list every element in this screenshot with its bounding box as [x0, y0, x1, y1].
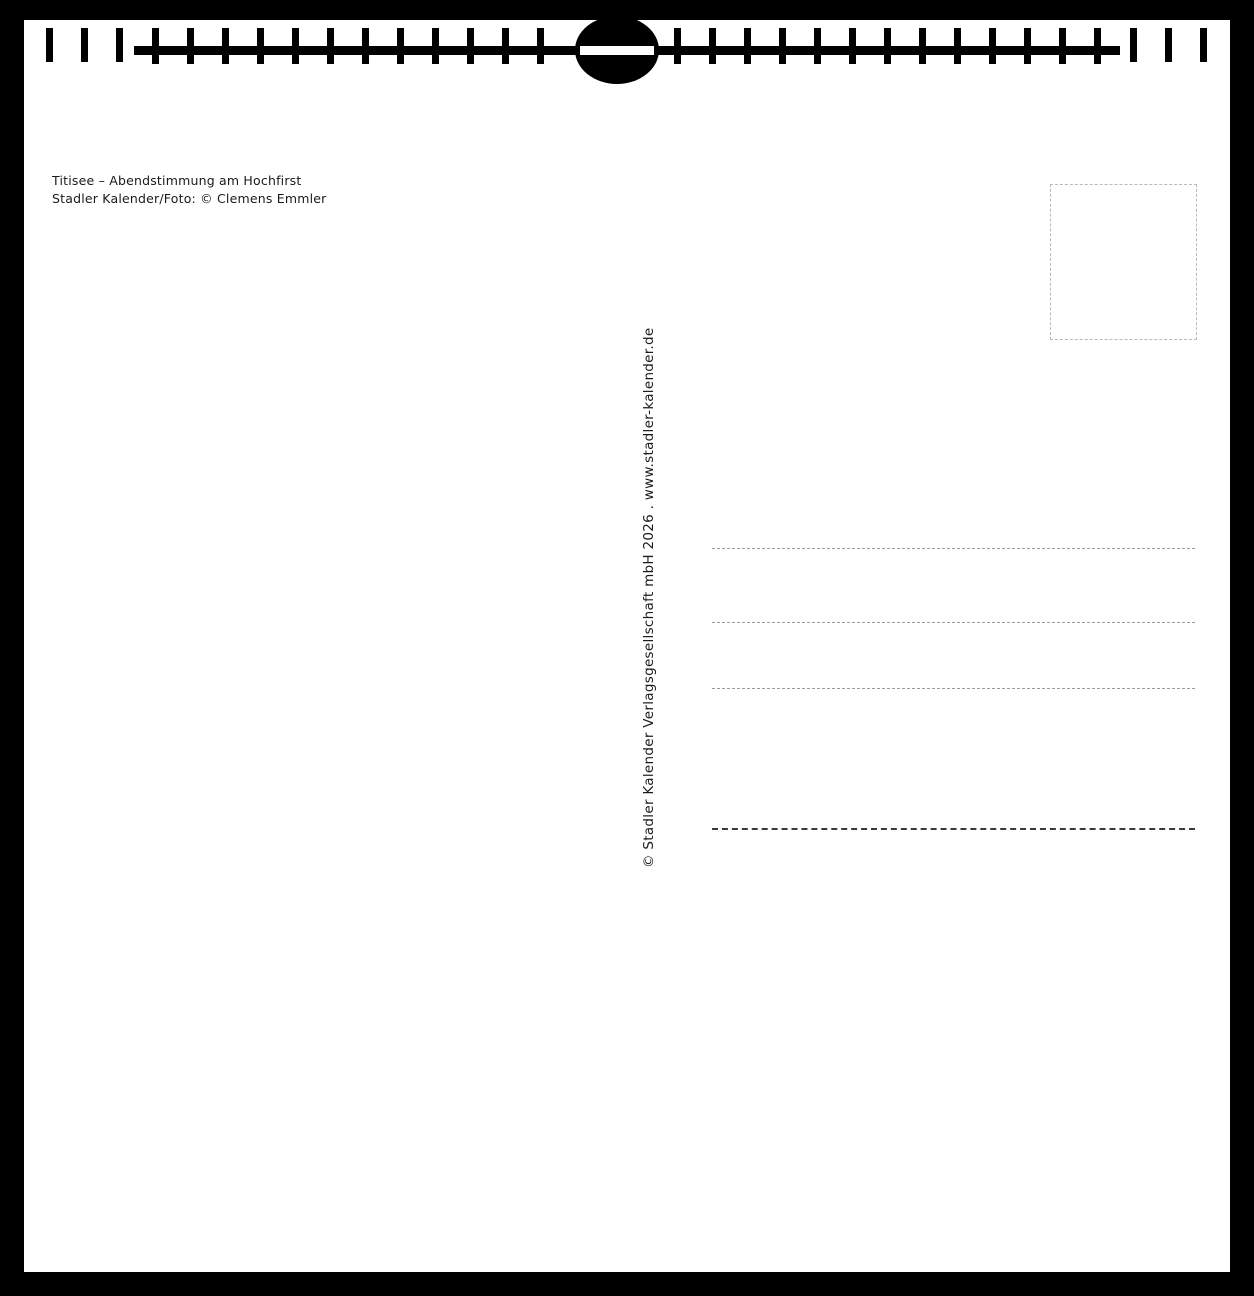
publisher-credit-text: © Stadler Kalender Verlagsgesellschaft mbH 2026 . www.stadler-kalender.de — [641, 327, 657, 868]
spiral-ring — [919, 28, 926, 64]
spiral-ring — [779, 28, 786, 64]
address-line-2[interactable] — [712, 622, 1195, 623]
spiral-ring — [187, 28, 194, 64]
spiral-ring — [849, 28, 856, 64]
spiral-ring — [1094, 28, 1101, 64]
spiral-ring — [46, 28, 53, 62]
spiral-binding — [24, 20, 1230, 76]
spiral-ring — [116, 28, 123, 62]
spiral-ring — [222, 28, 229, 64]
caption-title: Titisee – Abendstimmung am Hochfirst — [52, 173, 302, 188]
spiral-ring — [1200, 28, 1207, 62]
spiral-ring — [152, 28, 159, 64]
spiral-ring — [467, 28, 474, 64]
spiral-ring — [1130, 28, 1137, 62]
address-line-3[interactable] — [712, 688, 1195, 689]
spiral-ring — [709, 28, 716, 64]
caption-credit: Stadler Kalender/Foto: © Clemens Emmler — [52, 191, 327, 207]
photo-caption — [52, 172, 327, 208]
spiral-ring — [537, 28, 544, 64]
spiral-ring — [292, 28, 299, 64]
spiral-ring — [81, 28, 88, 62]
spiral-ring — [674, 28, 681, 64]
address-line-4[interactable] — [712, 828, 1195, 830]
postcard-card — [24, 20, 1230, 1272]
spiral-ring — [989, 28, 996, 64]
address-line-1[interactable] — [712, 548, 1195, 549]
spiral-ring — [744, 28, 751, 64]
spiral-ring — [814, 28, 821, 64]
spiral-ring — [432, 28, 439, 64]
publisher-credit-vertical — [641, 0, 665, 868]
spiral-ring — [1059, 28, 1066, 64]
spiral-ring — [362, 28, 369, 64]
spiral-ring — [1024, 28, 1031, 64]
spiral-ring — [502, 28, 509, 64]
stamp-placeholder-box — [1050, 184, 1197, 340]
spiral-ring — [1165, 28, 1172, 62]
spiral-ring — [884, 28, 891, 64]
spiral-ring — [257, 28, 264, 64]
spiral-ring — [397, 28, 404, 64]
spiral-ring — [327, 28, 334, 64]
spiral-ring — [954, 28, 961, 64]
